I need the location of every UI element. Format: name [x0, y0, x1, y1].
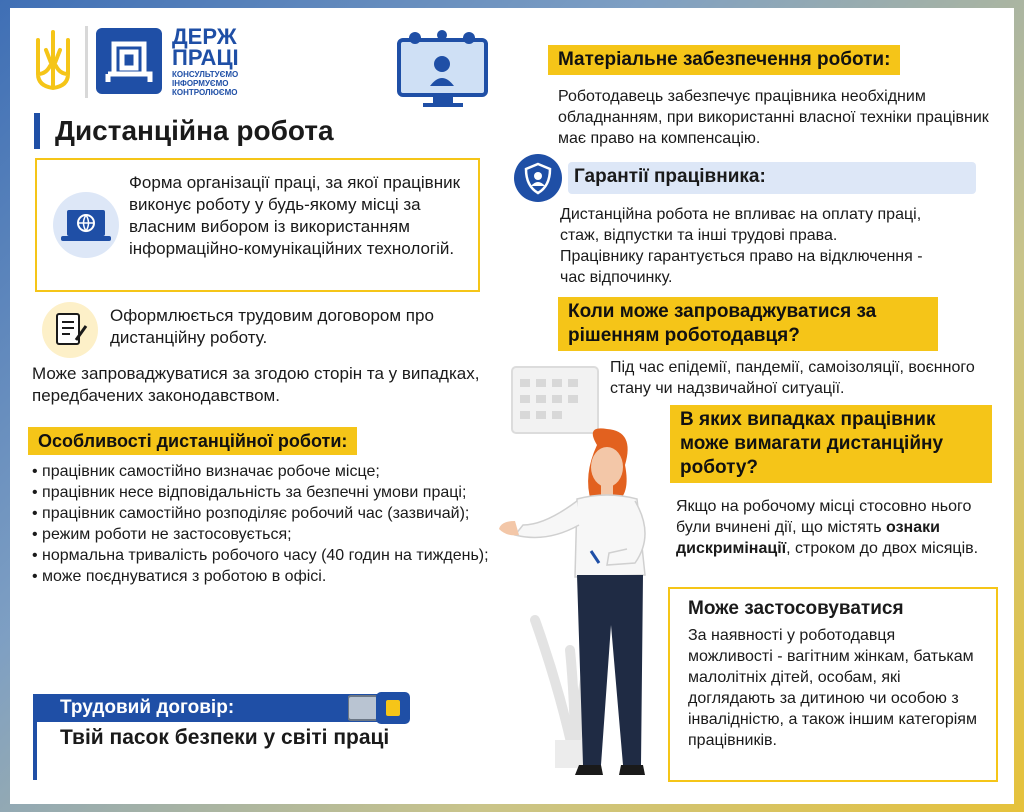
list-item: • працівник несе відповідальність за безпечні умови праці; [32, 484, 467, 501]
contract-note: Оформлюється трудовим договором про дистанційну роботу. [110, 306, 434, 347]
introduce-note: Може запроваджуватися за згодою сторін та у випадках, передбачених законодавством. [32, 364, 480, 405]
definition-panel [35, 158, 480, 292]
employer-text: Під час епідемії, пандемії, самоізоляції, воєнного стану чи надзвичайної ситуації. [610, 359, 975, 397]
list-item: • режим роботи не застосовується; [32, 526, 292, 543]
brand-tagline: КОНСУЛЬТУЄМО ІНФОРМУЄМО КОНТРОЛЮЄМО [172, 70, 239, 97]
belt-accent [33, 722, 37, 780]
definition-text: Форма організації праці, за якої працівник виконує роботу у будь-якому місці за власним вибором із використанням інформаційно-комунікаційних технологій. [129, 173, 461, 258]
list-item: • працівник самостійно розподіляє робочий час (зазвичай); [32, 505, 470, 522]
logo-divider [85, 26, 88, 98]
page-title: Дистанційна робота [55, 115, 334, 146]
demand-heading: В яких випадках працівник може вимагати дистанційну роботу? [670, 405, 992, 483]
features-heading: Особливості дистанційної роботи: [28, 427, 357, 455]
trident-emblem-icon [28, 28, 78, 98]
apply-heading: Може застосовуватися [688, 598, 904, 619]
apply-panel [668, 587, 998, 782]
list-item: • може поєднуватися з роботою в офісі. [32, 568, 327, 585]
seatbelt-buckle-icon [348, 690, 412, 726]
guarantees-text-2: Працівнику гарантується право на відключення - час відпочинку. [560, 248, 923, 286]
belt-slogan: Твій пасок безпеки у світі праці [60, 726, 390, 749]
list-item: • нормальна тривалість робочого часу (40 годин на тиждень); [32, 547, 489, 564]
derzhpratsi-logo-icon [96, 28, 162, 94]
material-heading: Матеріальне забезпечення роботи: [548, 45, 900, 75]
document-pen-icon [42, 302, 98, 358]
brand-line1: ДЕРЖ [172, 24, 237, 49]
laptop-globe-icon [53, 192, 119, 258]
title-accent [34, 113, 40, 149]
features-list [32, 461, 500, 587]
employer-heading: Коли може запроваджуватися за рішенням роботодавця? [558, 297, 938, 351]
shield-user-icon [514, 154, 562, 202]
guarantees-text: Дистанційна робота не впливає на оплату праці, стаж, відпустки та інші трудові права. [560, 206, 922, 244]
belt-label: Трудовий договір: [60, 697, 235, 718]
discrimination-highlight: ознаки дискримінації [676, 519, 940, 557]
guarantees-heading: Гарантії працівника: [574, 166, 766, 187]
demand-text: Якщо на робочому місці стосовно нього були вчинені дії, що містять ознаки дискримінації, строком до двох місяців. [676, 498, 979, 557]
brand-line2: ПРАЦІ [172, 45, 239, 70]
material-text: Роботодавець забезпечує працівника необхідним обладнанням, при використанні власної техніки працівник має право на компенсацію. [558, 88, 989, 147]
list-item: • працівник самостійно визначає робоче місце; [32, 463, 380, 480]
video-conference-monitor-icon [395, 30, 490, 110]
apply-text: За наявності у роботодавця можливості - вагітним жінкам, батькам малолітніх дітей, особам, які доглядають за дитиною чи особою з інвалідністю, а також іншим категоріям працівників. [688, 627, 977, 749]
woman-illustration [495, 425, 665, 785]
